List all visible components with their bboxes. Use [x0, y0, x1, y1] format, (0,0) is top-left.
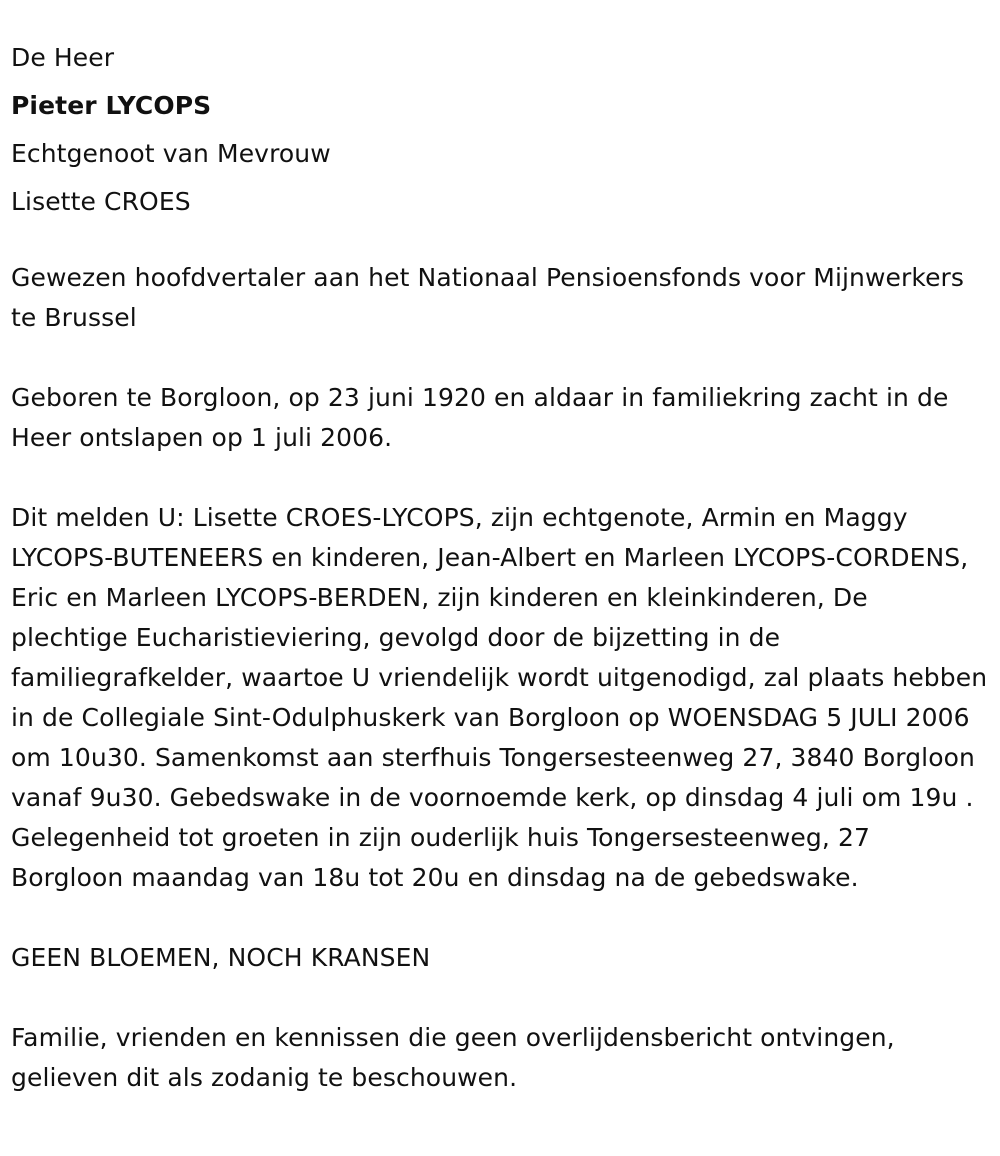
announcement-paragraph: Dit melden U: Lisette CROES-LYCOPS, zijn echtgenote, Armin en Maggy LYCOPS-BUTENEERS en kinderen, Jean-Albert en Marleen LYCOPS-CORDENS, Eric en Marleen LYCOPS-BERDEN, zijn kinderen en kleinkinderen, De plechtige Eucharistieviering, gevolgd door de bijzetting in de familiegrafkelder, waartoe U vriendelijk wordt uitgenodigd, zal plaats hebben in de Collegiale Sint-Odulphuskerk van Borgloon op WOENSDAG 5 JULI 2006 om 10u30. Samenkomst aan sterfhuis Tongersesteenweg 27, 3840 Borgloon vanaf 9u30. Gebedswake in de voornoemde kerk, op dinsdag 4 juli om 19u . Gelegenheid tot groeten in zijn ouderlijk huis Tongersesteenweg, 27 Borgloon maandag van 18u tot 20u en dinsdag na de gebedswake. [11, 503, 988, 892]
closing-paragraph: Familie, vrienden en kennissen die geen overlijdensbericht ontvingen, gelieven dit als zodanig te beschouwen. [11, 1023, 895, 1092]
spouse-intro: Echtgenoot van Mevrouw [11, 139, 331, 168]
salutation: De Heer [11, 43, 115, 72]
occupation-paragraph: Gewezen hoofdvertaler aan het Nationaal Pensioensfonds voor Mijnwerkers te Brussel [11, 263, 965, 332]
spouse-name: Lisette CROES [11, 187, 191, 216]
flowers-note: GEEN BLOEMEN, NOCH KRANSEN [11, 943, 431, 972]
deceased-name: Pieter LYCOPS [11, 91, 212, 120]
birth-death-paragraph: Geboren te Borgloon, op 23 juni 1920 en aldaar in familiekring zacht in de Heer ontslapen op 1 juli 2006. [11, 383, 949, 452]
